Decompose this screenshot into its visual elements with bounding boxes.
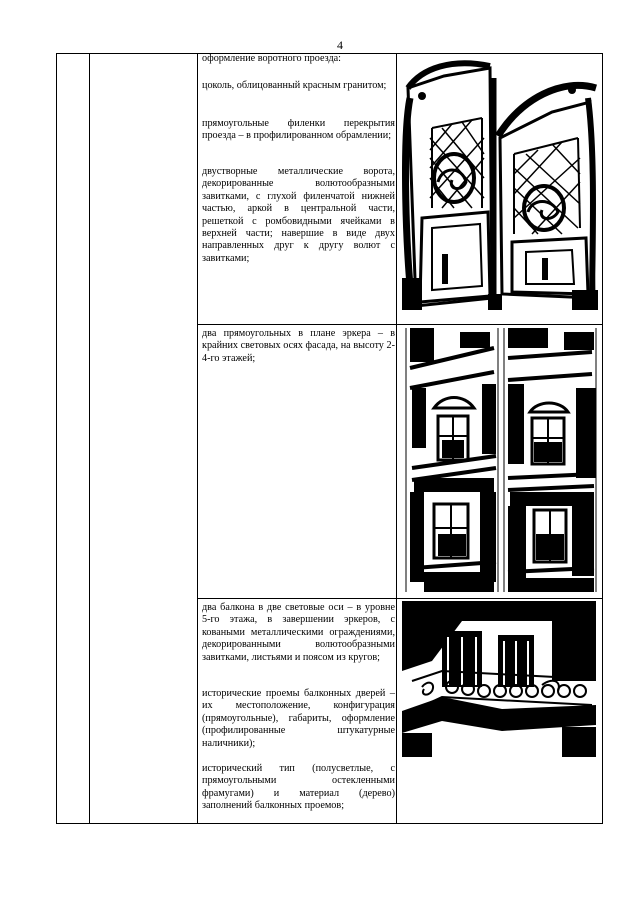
description-text: исторические проемы балконных дверей – их местоположение, конфигурация (прямоугольные), габариты, оформление (профилированные штукатурные наличники); — [202, 688, 395, 749]
balcony-photo — [402, 601, 596, 757]
column-divider — [197, 54, 198, 823]
description-text: прямоугольные филенки перекрытия проезда – в профилированном обрамлении; — [202, 118, 395, 142]
description-text: исторический тип (полусветлые, с прямоугольными остекленными фрамугами) и материал (дерево) заполнений балконных проемов; — [202, 763, 395, 812]
column-divider — [89, 54, 90, 823]
description-text: оформление воротного проезда: — [202, 53, 341, 64]
gates-photo — [402, 58, 598, 310]
description-text: два балкона в две световые оси – в уровне 5-го этажа, в завершении эркеров, с коваными металлическими ограждениями, декорированными волютообразными завитками, листьями и поясом из кругов; — [202, 602, 395, 663]
row-divider — [197, 598, 603, 599]
page-number: 4 — [337, 38, 343, 52]
description-text: цоколь, облицованный красным гранитом; — [202, 80, 387, 91]
row-divider — [197, 324, 603, 325]
description-text: двустворные металлические ворота, декорированные волютообразными завитками, с глухой филенчатой нижней частью, аркой в центральной части, решеткой с ромбовидными ячейками в верхней части; навершие в виде двух направленных друг к другу волют с завитками; — [202, 166, 395, 264]
column-divider — [396, 54, 397, 823]
description-text: два прямоугольных в плане эркера – в крайних световых осях фасада, на высоту 2-4-го этажей; — [202, 328, 395, 364]
bay-windows-photo — [404, 328, 598, 592]
